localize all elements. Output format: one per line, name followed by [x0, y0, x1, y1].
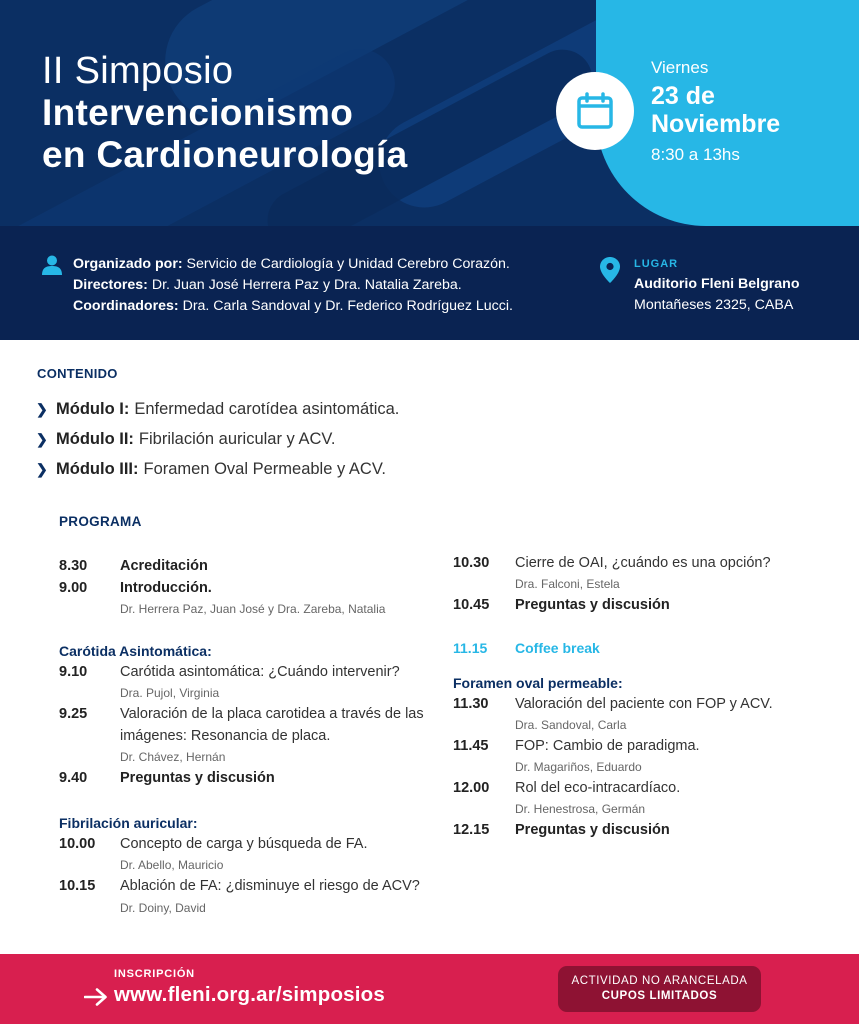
schedule-time: 10.15	[59, 878, 96, 894]
schedule-time: 10.30	[453, 555, 490, 571]
list-item: ❯ Módulo III: Foramen Oval Permeable y ACV.	[36, 454, 399, 484]
schedule-time: 9.40	[59, 770, 88, 786]
schedule-text: Carótida asintomática: ¿Cuándo intervenir?	[120, 664, 400, 680]
speaker-name: Dra. Sandoval, Carla	[515, 718, 627, 732]
schedule-time: 11.15	[453, 640, 488, 656]
speaker-name: Dr. Herrera Paz, Juan José y Dra. Zareba, Natalia	[120, 602, 386, 616]
event-title	[42, 50, 407, 176]
organizado-line: Organizado por: Servicio de Cardiología y Unidad Cerebro Corazón.	[73, 256, 510, 272]
registration-link[interactable]: www.fleni.org.ar/simposios	[114, 983, 385, 1006]
schedule-text: Ablación de FA: ¿disminuye el riesgo de ACV? Dr. Doiny, David	[120, 878, 420, 915]
program-column-left	[59, 555, 429, 919]
speaker-name: Dra. Pujol, Virginia	[120, 686, 220, 700]
schedule-row	[453, 819, 833, 841]
venue-block	[634, 256, 800, 316]
title-line-2: Intervencionismo	[42, 92, 354, 133]
schedule-text: Preguntas y discusión	[515, 822, 670, 838]
schedule-text: Rol del eco-intracardíaco.	[515, 780, 681, 796]
section-subheading: Fibrilación auricular:	[59, 815, 198, 831]
schedule-row	[59, 661, 429, 683]
calendar-icon	[575, 91, 615, 131]
venue-label: LUGAR	[634, 258, 679, 270]
schedule-time: 8.30	[59, 558, 88, 574]
module-list	[36, 394, 399, 484]
venue-address: Montañeses 2325, CABA	[634, 297, 794, 313]
badge-line-1: ACTIVIDAD NO ARANCELADA	[571, 975, 748, 987]
list-item: ❯ Módulo I: Enfermedad carotídea asintomática.	[36, 394, 399, 424]
calendar-badge	[556, 72, 634, 150]
schedule-text: Cierre de OAI, ¿cuándo es una opción?	[515, 555, 771, 571]
speaker-name: Dr. Chávez, Hernán	[120, 750, 226, 764]
speaker-name: Dra. Falconi, Estela	[515, 577, 620, 591]
schedule-row	[59, 555, 429, 577]
section-subheading: Foramen oval permeable:	[453, 675, 623, 691]
schedule-time: 10.45	[453, 597, 490, 613]
programa-heading: PROGRAMA	[59, 514, 142, 529]
schedule-row	[453, 735, 833, 757]
schedule-text: Preguntas y discusión	[515, 597, 670, 613]
organizers-block	[73, 254, 513, 317]
schedule-row	[59, 833, 429, 855]
speaker-name: Dr. Magariños, Eduardo	[515, 760, 642, 774]
schedule-row	[453, 777, 833, 799]
schedule-time: 9.00	[59, 580, 88, 596]
chevron-right-icon: ❯	[36, 461, 48, 477]
location-pin-icon	[600, 257, 620, 283]
schedule-text: Introducción.	[120, 580, 212, 596]
speaker-name: Dr. Henestrosa, Germán	[515, 802, 646, 816]
directores-line: Directores: Dr. Juan José Herrera Paz y Dra. Natalia Zareba.	[73, 277, 462, 293]
schedule-time: 9.25	[59, 706, 88, 722]
schedule-text: Coffee break	[515, 640, 600, 656]
chevron-right-icon: ❯	[36, 401, 48, 417]
schedule-text: Preguntas y discusión	[120, 770, 275, 786]
schedule-text: Valoración de la placa carotidea a través de las imágenes: Resonancia de placa.	[120, 706, 424, 744]
schedule-time: 11.45	[453, 738, 489, 754]
schedule-time: 12.00	[453, 780, 490, 796]
registration-label: INSCRIPCIÓN	[114, 968, 195, 980]
free-activity-badge	[558, 966, 761, 1012]
schedule-row	[453, 693, 833, 715]
date-month: Noviembre	[651, 110, 781, 138]
coffee-break-row	[453, 637, 833, 659]
contenido-heading: CONTENIDO	[37, 366, 118, 381]
date-weekday: Viernes	[651, 58, 709, 77]
schedule-row	[59, 767, 429, 789]
schedule-row	[453, 552, 833, 574]
schedule-row	[59, 703, 429, 747]
speaker-name: Dr. Abello, Mauricio	[120, 858, 224, 872]
title-line-1: II Simposio	[42, 50, 234, 92]
schedule-row	[453, 594, 833, 616]
schedule-text: Concepto de carga y búsqueda de FA.	[120, 836, 368, 852]
venue-name: Auditorio Fleni Belgrano	[634, 276, 800, 292]
schedule-time: 9.10	[59, 664, 88, 680]
schedule-time: 12.15	[453, 822, 490, 838]
arrow-right-icon	[84, 988, 108, 1006]
program-column-right	[453, 552, 833, 841]
schedule-row	[59, 875, 429, 919]
chevron-right-icon: ❯	[36, 431, 48, 447]
badge-line-2: CUPOS LIMITADOS	[601, 990, 718, 1002]
list-item: ❯ Módulo II: Fibrilación auricular y ACV.	[36, 424, 399, 454]
speaker-name: Dr. Doiny, David	[120, 901, 206, 915]
coordinadores-line: Coordinadores: Dra. Carla Sandoval y Dr. Federico Rodríguez Lucci.	[73, 298, 513, 314]
schedule-text: FOP: Cambio de paradigma.	[515, 738, 700, 754]
date-day-number: 23 de	[651, 82, 715, 110]
schedule-text: Acreditación	[120, 558, 208, 574]
title-line-3: en Cardioneurología	[42, 134, 408, 175]
section-subheading: Carótida Asintomática:	[59, 643, 212, 659]
person-icon	[41, 255, 63, 275]
schedule-time: 11.30	[453, 696, 489, 712]
schedule-text: Valoración del paciente con FOP y ACV.	[515, 696, 773, 712]
schedule-row	[59, 577, 429, 599]
date-time: 8:30 a 13hs	[651, 145, 740, 164]
event-date	[651, 58, 780, 166]
schedule-time: 10.00	[59, 836, 96, 852]
